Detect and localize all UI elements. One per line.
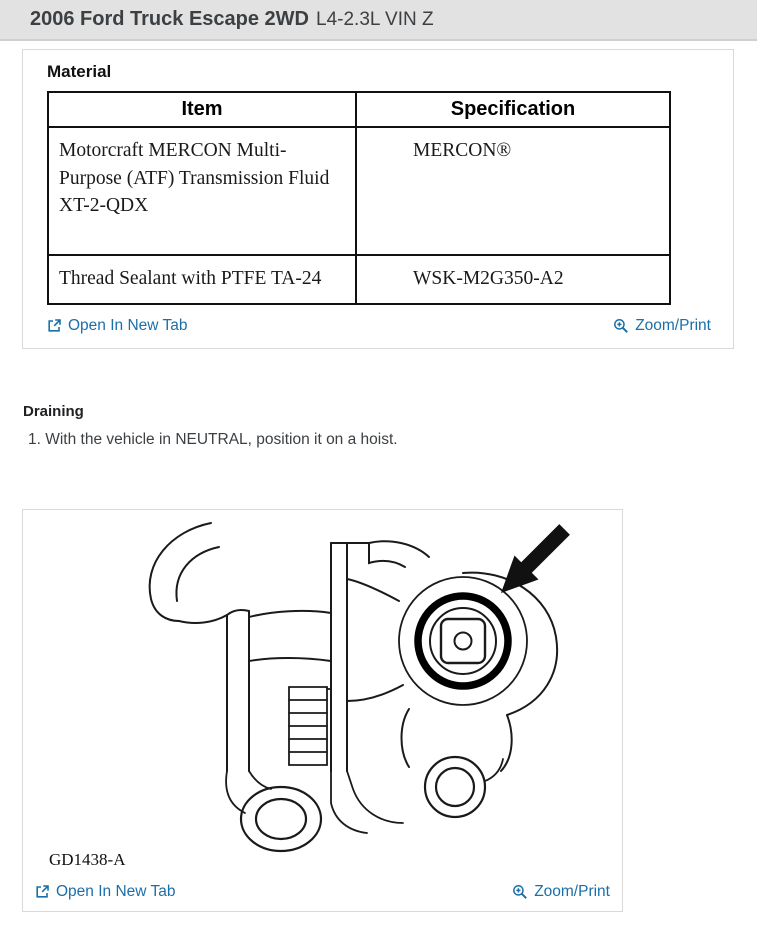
zoom-icon: [613, 318, 629, 334]
zoom-print-label: Zoom/Print: [534, 882, 610, 900]
figure-id-label: GD1438-A: [49, 849, 126, 869]
material-card: [22, 49, 734, 349]
open-in-new-tab-icon: [35, 884, 50, 899]
case-middle-column: [331, 541, 429, 771]
case-top-left-curves: [150, 523, 227, 623]
figure-card: [22, 509, 623, 912]
section-heading-draining: Draining: [23, 402, 84, 420]
open-in-new-tab-icon: [47, 318, 62, 333]
open-in-new-tab-label: Open In New Tab: [56, 882, 176, 900]
open-in-new-tab-link[interactable]: [47, 317, 187, 335]
spec-cell: MERCON®: [356, 127, 670, 255]
pointer-arrow: [501, 524, 570, 593]
open-in-new-tab-link[interactable]: [35, 883, 175, 901]
bottom-right-boss: [425, 757, 503, 817]
material-heading: Material: [47, 62, 112, 81]
material-card-actions: [47, 317, 711, 335]
table-row: [48, 255, 670, 304]
figure-card-actions: [35, 883, 610, 901]
item-cell: Thread Sealant with PTFE TA-24: [48, 255, 356, 304]
column-header-specification: Specification: [356, 92, 670, 127]
table-row: [48, 127, 670, 255]
table-header-row: [48, 92, 670, 127]
bottom-left-boss: [241, 787, 321, 851]
page-subtitle: L4-2.3L VIN Z: [316, 8, 434, 30]
material-table: [47, 91, 671, 305]
page-header: [0, 0, 757, 41]
zoom-print-link[interactable]: [613, 317, 711, 335]
zoom-icon: [512, 884, 528, 900]
item-cell: Motorcraft MERCON Multi-Purpose (ATF) Transmission Fluid XT-2-QDX: [48, 127, 356, 255]
step-1-text: 1. With the vehicle in NEUTRAL, position it on a hoist.: [28, 430, 398, 448]
drain-plug: [418, 596, 508, 686]
page-title: 2006 Ford Truck Escape 2WD: [30, 8, 310, 30]
open-in-new-tab-label: Open In New Tab: [68, 316, 188, 334]
zoom-print-link[interactable]: [512, 883, 610, 901]
transaxle-drain-plug-diagram: [43, 519, 613, 871]
zoom-print-label: Zoom/Print: [635, 316, 711, 334]
column-header-item: Item: [48, 92, 356, 127]
case-left-column: [227, 610, 331, 771]
diagram-wrap: [35, 515, 610, 871]
spec-cell: WSK-M2G350-A2: [356, 255, 670, 304]
ribbed-boss: [289, 687, 331, 765]
